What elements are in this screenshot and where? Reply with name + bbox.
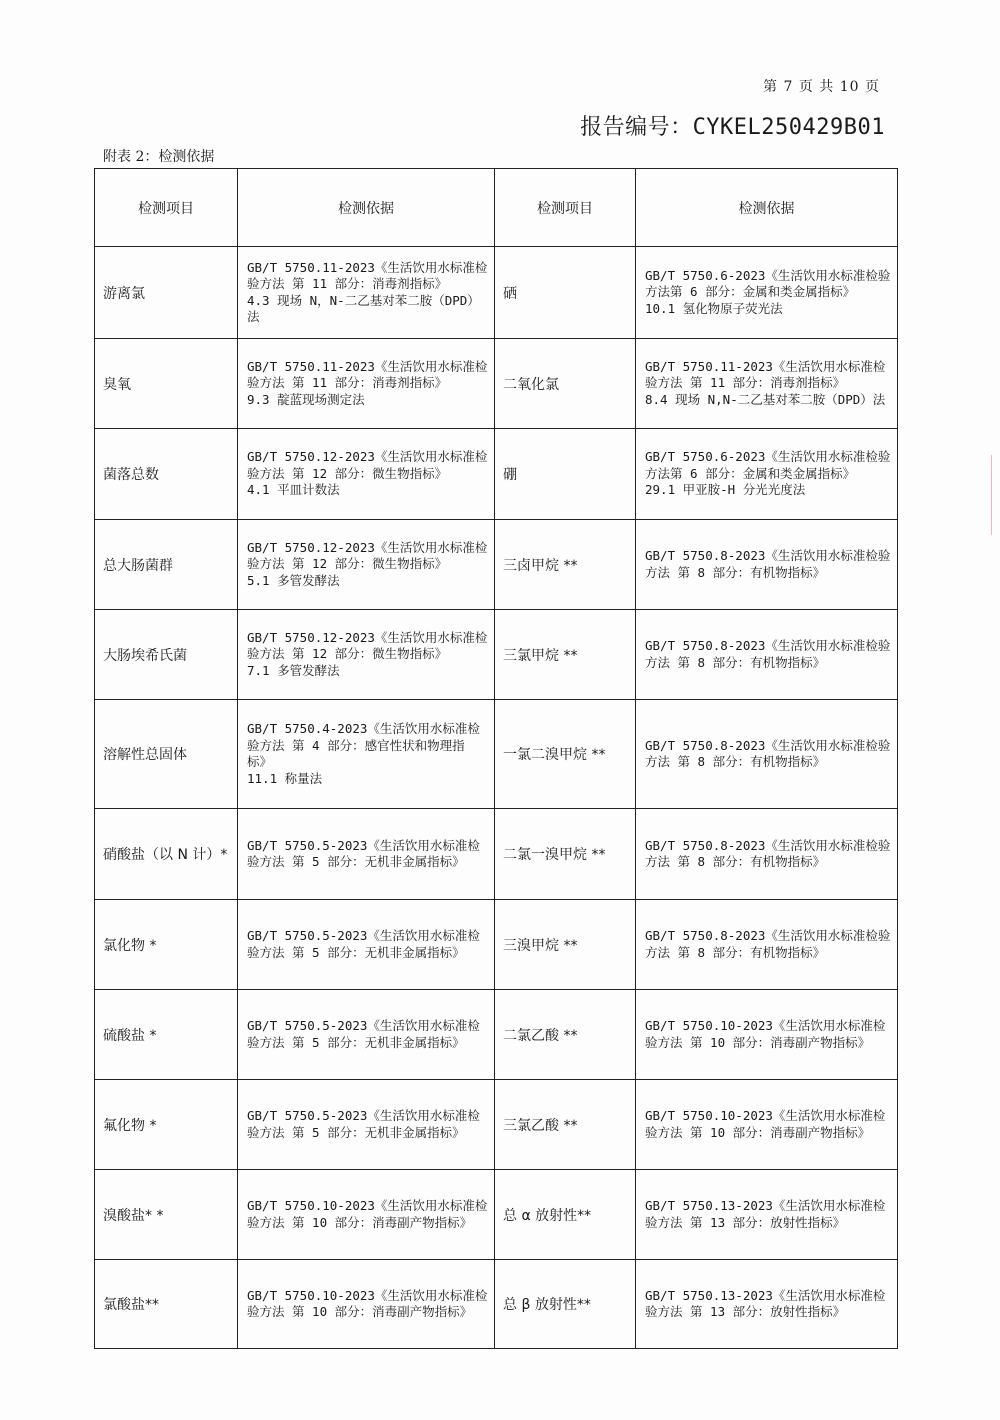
test-basis: GB/T 5750.10-2023《生活饮用水标准检验方法 第 10 部分：消毒副产物指标》	[636, 1080, 898, 1170]
test-basis: GB/T 5750.8-2023《生活饮用水标准检验方法 第 8 部分：有机物指标》	[636, 809, 898, 900]
test-basis: GB/T 5750.8-2023《生活饮用水标准检验方法 第 8 部分：有机物指标》	[636, 520, 898, 610]
test-item: 总大肠菌群	[95, 520, 238, 610]
test-item: 氯酸盐**	[95, 1260, 238, 1349]
detection-basis-table	[94, 168, 898, 1349]
test-item: 硒	[495, 247, 636, 339]
header-basis-right: 检测依据	[636, 169, 898, 247]
test-item: 氟化物 *	[95, 1080, 238, 1170]
test-item: 总 β 放射性**	[495, 1260, 636, 1349]
test-basis: GB/T 5750.8-2023《生活饮用水标准检验方法 第 8 部分：有机物指标》	[636, 610, 898, 700]
seal-edge-mark	[991, 455, 1000, 535]
table-row	[95, 900, 898, 990]
table-row	[95, 429, 898, 520]
table-header-row	[95, 169, 898, 247]
table-row	[95, 339, 898, 429]
table-row	[95, 1260, 898, 1349]
test-basis: GB/T 5750.4-2023《生活饮用水标准检验方法 第 4 部分：感官性状和物理指标》 11.1 称量法	[238, 700, 495, 809]
test-basis: GB/T 5750.5-2023《生活饮用水标准检验方法 第 5 部分：无机非金属指标》	[238, 990, 495, 1080]
test-item: 一氯二溴甲烷 **	[495, 700, 636, 809]
test-item: 三氯甲烷 **	[495, 610, 636, 700]
appendix-title: 附表 2：检测依据	[103, 149, 215, 165]
header-item-right: 检测项目	[495, 169, 636, 247]
test-item: 溴酸盐* *	[95, 1170, 238, 1260]
test-item: 二氯一溴甲烷 **	[495, 809, 636, 900]
table-row	[95, 809, 898, 900]
test-item: 大肠埃希氏菌	[95, 610, 238, 700]
test-basis: GB/T 5750.10-2023《生活饮用水标准检验方法 第 10 部分：消毒副产物指标》	[238, 1260, 495, 1349]
test-basis: GB/T 5750.5-2023《生活饮用水标准检验方法 第 5 部分：无机非金属指标》	[238, 900, 495, 990]
test-basis: GB/T 5750.11-2023《生活饮用水标准检验方法 第 11 部分：消毒剂指标》 8.4 现场 N,N-二乙基对苯二胺（DPD）法	[636, 339, 898, 429]
test-basis: GB/T 5750.10-2023《生活饮用水标准检验方法 第 10 部分：消毒副产物指标》	[238, 1170, 495, 1260]
test-basis: GB/T 5750.12-2023《生活饮用水标准检验方法 第 12 部分：微生物指标》 5.1 多管发酵法	[238, 520, 495, 610]
test-basis: GB/T 5750.8-2023《生活饮用水标准检验方法 第 8 部分：有机物指标》	[636, 700, 898, 809]
test-item: 三溴甲烷 **	[495, 900, 636, 990]
test-item: 游离氯	[95, 247, 238, 339]
test-item: 硼	[495, 429, 636, 520]
test-basis: GB/T 5750.11-2023《生活饮用水标准检验方法 第 11 部分：消毒剂指标》 9.3 靛蓝现场测定法	[238, 339, 495, 429]
test-basis: GB/T 5750.6-2023《生活饮用水标准检验方法第 6 部分：金属和类金属指标》 10.1 氢化物原子荧光法	[636, 247, 898, 339]
test-item: 硝酸盐（以 N 计）*	[95, 809, 238, 900]
header-basis-left: 检测依据	[238, 169, 495, 247]
test-item: 氯化物 *	[95, 900, 238, 990]
table-row	[95, 1080, 898, 1170]
test-basis: GB/T 5750.13-2023《生活饮用水标准检验方法 第 13 部分：放射性指标》	[636, 1170, 898, 1260]
header-item-left: 检测项目	[95, 169, 238, 247]
test-basis: GB/T 5750.10-2023《生活饮用水标准检验方法 第 10 部分：消毒副产物指标》	[636, 990, 898, 1080]
table-row	[95, 520, 898, 610]
test-basis: GB/T 5750.12-2023《生活饮用水标准检验方法 第 12 部分：微生物指标》 4.1 平皿计数法	[238, 429, 495, 520]
report-number: 报告编号：CYKEL250429B01	[580, 115, 885, 140]
test-item: 总 α 放射性**	[495, 1170, 636, 1260]
test-basis: GB/T 5750.5-2023《生活饮用水标准检验方法 第 5 部分：无机非金属指标》	[238, 1080, 495, 1170]
table-row	[95, 700, 898, 809]
test-item: 溶解性总固体	[95, 700, 238, 809]
test-basis: GB/T 5750.8-2023《生活饮用水标准检验方法 第 8 部分：有机物指标》	[636, 900, 898, 990]
test-item: 二氧化氯	[495, 339, 636, 429]
test-basis: GB/T 5750.11-2023《生活饮用水标准检验方法 第 11 部分：消毒剂指标》 4.3 现场 N，N-二乙基对苯二胺（DPD）法	[238, 247, 495, 339]
test-basis: GB/T 5750.6-2023《生活饮用水标准检验方法第 6 部分：金属和类金属指标》 29.1 甲亚胺-H 分光光度法	[636, 429, 898, 520]
table-row	[95, 247, 898, 339]
page-number: 第 7 页 共 10 页	[763, 79, 880, 95]
test-item: 菌落总数	[95, 429, 238, 520]
test-basis: GB/T 5750.5-2023《生活饮用水标准检验方法 第 5 部分：无机非金属指标》	[238, 809, 495, 900]
table-row	[95, 1170, 898, 1260]
test-basis: GB/T 5750.13-2023《生活饮用水标准检验方法 第 13 部分：放射性指标》	[636, 1260, 898, 1349]
test-item: 二氯乙酸 **	[495, 990, 636, 1080]
test-item: 三氯乙酸 **	[495, 1080, 636, 1170]
test-item: 臭氧	[95, 339, 238, 429]
test-item: 硫酸盐 *	[95, 990, 238, 1080]
test-basis: GB/T 5750.12-2023《生活饮用水标准检验方法 第 12 部分：微生物指标》 7.1 多管发酵法	[238, 610, 495, 700]
test-item: 三卤甲烷 **	[495, 520, 636, 610]
table-row	[95, 610, 898, 700]
table-row	[95, 990, 898, 1080]
